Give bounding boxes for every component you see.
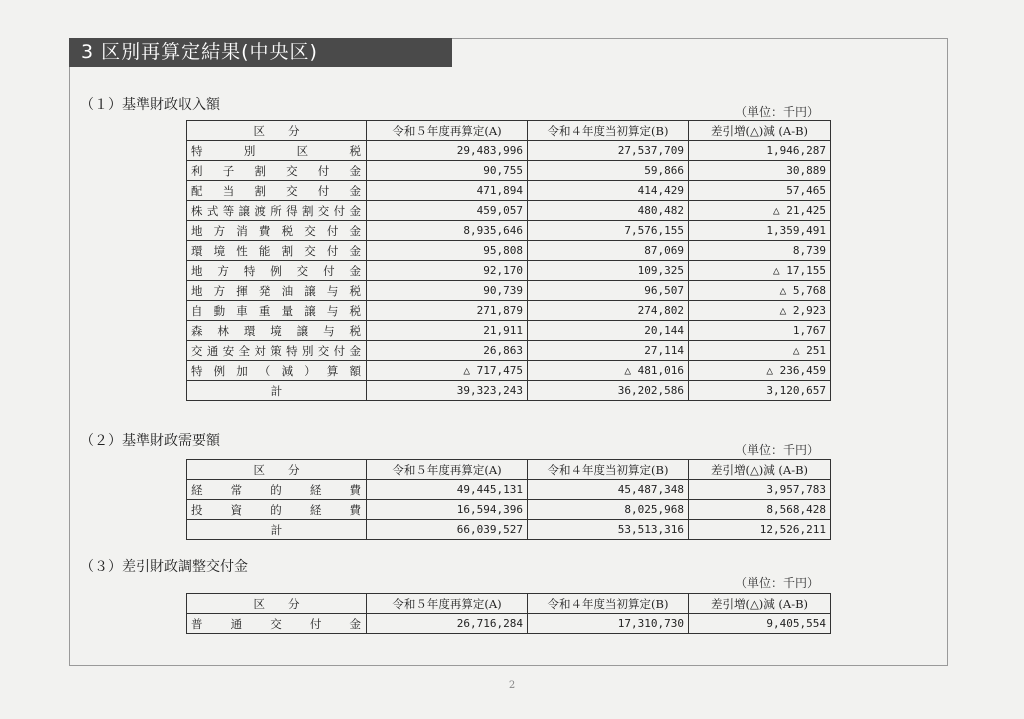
row-value-b: 274,802	[528, 301, 689, 321]
total-value-b: 36,202,586	[528, 381, 689, 401]
row-value-a: 90,739	[367, 281, 528, 301]
row-value-a: 8,935,646	[367, 221, 528, 241]
row-diff: 57,465	[689, 181, 831, 201]
expenditure-table	[186, 459, 831, 540]
table-row	[187, 241, 831, 261]
table-row	[187, 500, 831, 520]
row-value-b: 20,144	[528, 321, 689, 341]
row-value-b: 27,114	[528, 341, 689, 361]
table-row	[187, 614, 831, 634]
header-diff: 差引増(△)減 (A-B)	[689, 594, 831, 614]
row-value-a: 26,716,284	[367, 614, 528, 634]
row-diff: △ 21,425	[689, 201, 831, 221]
section-2-heading: （２）基準財政需要額	[80, 433, 220, 449]
row-category: 利子割交付金	[187, 161, 367, 181]
total-label: 計	[187, 520, 367, 540]
total-diff: 3,120,657	[689, 381, 831, 401]
table-row	[187, 341, 831, 361]
row-value-b: 96,507	[528, 281, 689, 301]
row-value-b: 109,325	[528, 261, 689, 281]
row-category: 森林環境譲与税	[187, 321, 367, 341]
table-header-row	[187, 121, 831, 141]
row-diff: 1,359,491	[689, 221, 831, 241]
row-diff: 8,568,428	[689, 500, 831, 520]
header-b: 令和４年度当初算定(B)	[528, 594, 689, 614]
row-diff: 3,957,783	[689, 480, 831, 500]
row-value-a: 26,863	[367, 341, 528, 361]
row-category: 普通交付金	[187, 614, 367, 634]
unit-label-1: （単位：千円）	[735, 105, 820, 119]
total-diff: 12,526,211	[689, 520, 831, 540]
page-title: 3 区別再算定結果(中央区)	[69, 38, 452, 67]
row-category: 自動車重量譲与税	[187, 301, 367, 321]
row-value-b: 8,025,968	[528, 500, 689, 520]
table-header-row	[187, 594, 831, 614]
total-value-a: 66,039,527	[367, 520, 528, 540]
row-category: 地方特例交付金	[187, 261, 367, 281]
row-category: 地方消費税交付金	[187, 221, 367, 241]
row-category: 交通安全対策特別交付金	[187, 341, 367, 361]
total-value-b: 53,513,316	[528, 520, 689, 540]
unit-label-2: （単位：千円）	[735, 443, 820, 457]
row-diff: 8,739	[689, 241, 831, 261]
row-value-a: 16,594,396	[367, 500, 528, 520]
table-row	[187, 141, 831, 161]
table-row	[187, 321, 831, 341]
section-3-heading: （３）差引財政調整交付金	[80, 559, 248, 575]
row-category: 環境性能割交付金	[187, 241, 367, 261]
total-row	[187, 520, 831, 540]
row-category: 特例加（減）算額	[187, 361, 367, 381]
row-category: 経常的経費	[187, 480, 367, 500]
header-b: 令和４年度当初算定(B)	[528, 121, 689, 141]
row-value-b: △ 481,016	[528, 361, 689, 381]
row-value-b: 45,487,348	[528, 480, 689, 500]
row-value-b: 414,429	[528, 181, 689, 201]
row-value-a: 471,894	[367, 181, 528, 201]
row-category: 配当割交付金	[187, 181, 367, 201]
row-value-b: 59,866	[528, 161, 689, 181]
table-row	[187, 201, 831, 221]
row-diff: △ 236,459	[689, 361, 831, 381]
row-value-b: 7,576,155	[528, 221, 689, 241]
table-row	[187, 181, 831, 201]
table-row	[187, 221, 831, 241]
header-b: 令和４年度当初算定(B)	[528, 460, 689, 480]
row-category: 株式等譲渡所得割交付金	[187, 201, 367, 221]
header-category: 区 分	[187, 121, 367, 141]
total-value-a: 39,323,243	[367, 381, 528, 401]
revenue-table	[186, 120, 831, 401]
total-label: 計	[187, 381, 367, 401]
table-row	[187, 480, 831, 500]
row-category: 地方揮発油譲与税	[187, 281, 367, 301]
header-category: 区 分	[187, 594, 367, 614]
row-diff: △ 2,923	[689, 301, 831, 321]
table-row	[187, 261, 831, 281]
row-diff: △ 17,155	[689, 261, 831, 281]
row-diff: 9,405,554	[689, 614, 831, 634]
row-value-a: 21,911	[367, 321, 528, 341]
header-diff: 差引増(△)減 (A-B)	[689, 460, 831, 480]
unit-label-3: （単位：千円）	[735, 576, 820, 590]
row-value-a: 29,483,996	[367, 141, 528, 161]
grant-table	[186, 593, 831, 634]
row-value-b: 27,537,709	[528, 141, 689, 161]
row-diff: 1,946,287	[689, 141, 831, 161]
total-row	[187, 381, 831, 401]
row-value-a: 49,445,131	[367, 480, 528, 500]
header-diff: 差引増(△)減 (A-B)	[689, 121, 831, 141]
page-number: 2	[508, 680, 516, 691]
row-diff: △ 251	[689, 341, 831, 361]
row-value-a: 92,170	[367, 261, 528, 281]
table-header-row	[187, 460, 831, 480]
row-value-a: 271,879	[367, 301, 528, 321]
row-diff: 1,767	[689, 321, 831, 341]
row-category: 投資的経費	[187, 500, 367, 520]
row-value-a: 90,755	[367, 161, 528, 181]
row-value-a: △ 717,475	[367, 361, 528, 381]
row-diff: 30,889	[689, 161, 831, 181]
row-value-a: 95,808	[367, 241, 528, 261]
row-category: 特別区税	[187, 141, 367, 161]
header-category: 区 分	[187, 460, 367, 480]
table-row	[187, 281, 831, 301]
row-value-a: 459,057	[367, 201, 528, 221]
table-row	[187, 161, 831, 181]
header-a: 令和５年度再算定(A)	[367, 460, 528, 480]
table-row	[187, 361, 831, 381]
row-value-b: 87,069	[528, 241, 689, 261]
row-diff: △ 5,768	[689, 281, 831, 301]
section-1-heading: （１）基準財政収入額	[80, 97, 220, 113]
row-value-b: 17,310,730	[528, 614, 689, 634]
header-a: 令和５年度再算定(A)	[367, 594, 528, 614]
header-a: 令和５年度再算定(A)	[367, 121, 528, 141]
table-row	[187, 301, 831, 321]
row-value-b: 480,482	[528, 201, 689, 221]
